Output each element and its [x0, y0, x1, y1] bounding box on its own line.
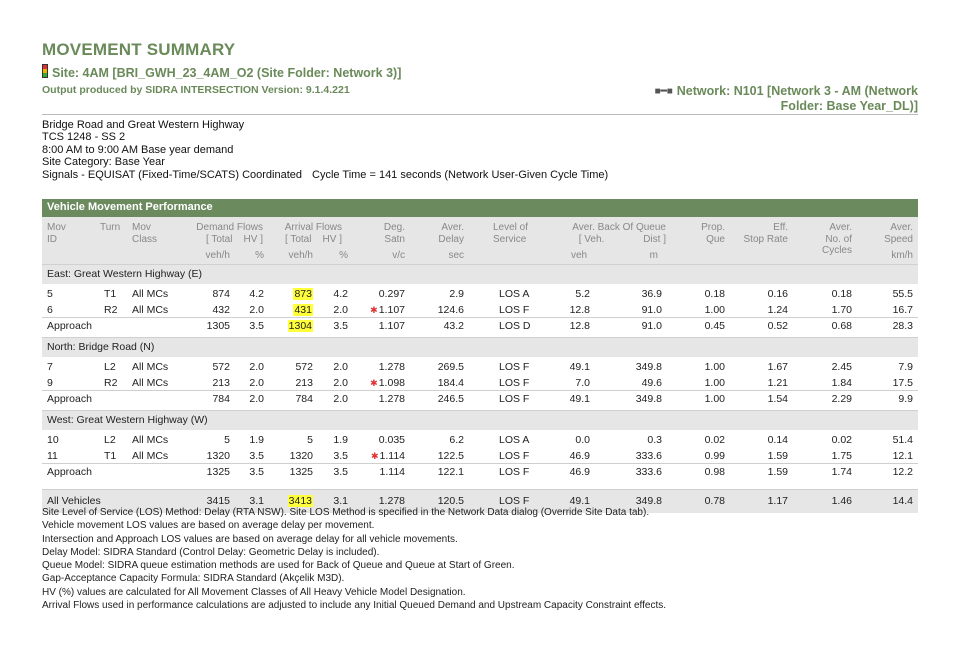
cell-cyc: 1.46 [831, 495, 852, 507]
highlighted-value: 431 [294, 303, 312, 316]
cell-turn: L2 [104, 434, 116, 446]
table-row [42, 448, 918, 464]
traffic-signal-icon [42, 64, 48, 78]
cell-qd: 0.3 [647, 434, 662, 446]
cell-turn: T1 [104, 449, 117, 462]
cell-dhv: 2.0 [249, 361, 264, 373]
approach-row [42, 390, 918, 408]
cell-qv: 46.9 [569, 449, 590, 462]
cell-qv: 5.2 [575, 288, 590, 300]
cell-ahv: 2.0 [333, 393, 348, 405]
cell-dt: 3415 [206, 495, 230, 507]
cell-dhv: 2.0 [249, 376, 264, 389]
cell-cyc: 0.02 [831, 434, 852, 446]
cell-pq: 1.00 [704, 393, 725, 405]
cell-id: 10 [47, 434, 59, 446]
cell-delay: 269.5 [437, 361, 464, 373]
unit-label: veh/h [288, 250, 313, 261]
cell-cyc: 0.68 [831, 320, 852, 332]
los-header: Level of Service [493, 222, 529, 245]
unit-label: v/c [392, 250, 405, 261]
cell-ahv: 3.5 [333, 466, 348, 478]
back-of-queue-header: Aver. Back Of Queue [ Veh. Dist ] [572, 222, 666, 245]
cell-label: Approach [47, 320, 92, 332]
info-line: 8:00 AM to 9:00 AM Base year demand [42, 143, 234, 156]
cell-at [293, 288, 313, 300]
cell-qv: 12.8 [569, 320, 590, 332]
site-heading [42, 64, 401, 80]
cell-dt: 5 [224, 434, 230, 446]
cell-spd: 55.5 [892, 288, 913, 300]
cell-qv: 12.8 [569, 303, 590, 316]
cell-delay: 246.5 [437, 393, 464, 405]
page-title: MOVEMENT SUMMARY [42, 40, 236, 59]
cell-cyc: 1.70 [831, 303, 852, 316]
vehicle-movement-table [42, 199, 918, 513]
cell-pq: 0.18 [704, 288, 725, 300]
cell-cyc: 1.74 [831, 466, 852, 478]
cell-los: LOS F [499, 393, 530, 405]
cell-deg: 1.107 [378, 320, 405, 332]
cell-deg: 1.278 [378, 495, 405, 507]
cell-dhv: 3.5 [249, 320, 264, 332]
cell-esr: 0.16 [767, 288, 788, 300]
cell-los: LOS A [499, 288, 530, 300]
cell-spd: 9.9 [898, 393, 913, 405]
info-line: Site Category: Base Year [42, 156, 165, 169]
aver-delay-header: Aver. Delay [438, 222, 464, 245]
cell-qv: 49.1 [569, 495, 590, 507]
note-line: Intersection and Approach LOS values are based on average delay for all vehicle movements. [42, 533, 458, 545]
unit-label: m [649, 250, 658, 261]
turn-header: Turn [100, 222, 121, 233]
cell-ahv: 4.2 [333, 288, 348, 300]
cell-esr: 1.59 [767, 466, 788, 478]
cell-qv: 49.1 [569, 361, 590, 373]
unit-label: veh/h [205, 250, 230, 261]
cell-spd: 17.5 [892, 376, 913, 389]
cell-esr: 1.24 [767, 303, 788, 316]
network-icon: ■━■ [654, 86, 673, 97]
note-line: HV (%) values are calculated for All Movement Classes of All Heavy Vehicle Model Designation. [42, 586, 466, 598]
cell-spd: 28.3 [892, 320, 913, 332]
cell-cls: All MCs [132, 434, 169, 446]
approach-row [42, 463, 918, 481]
mov-id-header: Mov ID [47, 222, 66, 245]
network-line-2: Folder: Base Year_DL)] [780, 99, 918, 113]
cell-spd: 16.7 [892, 303, 913, 316]
cell-delay: 2.9 [449, 288, 464, 300]
cell-id: 11 [47, 449, 58, 462]
cell-qd: 36.9 [641, 288, 662, 300]
cell-pq: 1.00 [704, 361, 725, 373]
info-line [42, 169, 608, 181]
cell-esr: 0.52 [767, 320, 788, 332]
cell-qv: 0.0 [575, 434, 590, 446]
cell-dt: 1320 [206, 449, 230, 462]
cell-cls: All MCs [132, 449, 169, 462]
cell-qd: 333.6 [635, 466, 662, 478]
cell-los: LOS D [499, 320, 531, 332]
cell-turn: T1 [104, 288, 117, 300]
cell-delay: 43.2 [443, 320, 464, 332]
cell-label: Approach [47, 466, 92, 478]
table-row [42, 375, 918, 391]
cell-qv: 7.0 [575, 376, 590, 389]
cell-spd: 12.2 [892, 466, 913, 478]
cell-turn: R2 [104, 303, 118, 316]
signals-info: Signals - EQUISAT (Fixed-Time/SCATS) Coordinated [42, 168, 303, 181]
cell-pq: 1.00 [704, 303, 725, 316]
cell-id: 6 [47, 303, 53, 316]
cell-qd: 333.6 [635, 449, 662, 462]
cell-id: 5 [47, 288, 53, 300]
approach-section-header: North: Bridge Road (N) [42, 337, 918, 357]
oversaturation-marker: ✱ [370, 450, 379, 461]
cell-delay: 124.6 [437, 303, 464, 316]
cell-dt: 432 [212, 303, 230, 316]
table-title: Vehicle Movement Performance [42, 199, 918, 217]
site-label: Site: 4AM [BRI_GWH_23_4AM_O2 (Site Folder: Network 3)] [52, 66, 402, 80]
cell-cyc: 1.75 [831, 449, 852, 462]
highlighted-value: 3413 [288, 495, 312, 507]
info-line: Bridge Road and Great Western Highway [42, 119, 245, 131]
prop-que-header: Prop. Que [701, 222, 725, 245]
cell-spd: 12.1 [892, 449, 913, 462]
cell-cls: All MCs [132, 288, 169, 300]
note-line: Queue Model: SIDRA queue estimation methods are used for Back of Queue and Queue at Start of Green. [42, 560, 515, 572]
cell-spd: 14.4 [892, 495, 913, 507]
note-line: Gap-Acceptance Capacity Formula: SIDRA Standard (Akçelik M3D). [42, 573, 345, 585]
cell-qd: 349.8 [635, 495, 662, 507]
cell-los: LOS F [499, 466, 530, 478]
cell-esr: 1.67 [767, 361, 788, 373]
aver-speed-header: Aver. Speed [884, 222, 913, 245]
cell-turn: R2 [104, 376, 118, 389]
cycle-time: Cycle Time = 141 seconds (Network User-Given Cycle Time) [312, 168, 609, 181]
cell-deg: ✱1.114 [370, 449, 405, 462]
cell-pq: 0.78 [704, 495, 725, 507]
cell-pq: 0.02 [704, 434, 725, 446]
approach-section-header: West: Great Western Highway (W) [42, 410, 918, 430]
oversaturation-marker: ✱ [370, 304, 378, 315]
cell-dt: 874 [212, 288, 230, 300]
unit-label: % [255, 250, 264, 261]
cell-at [293, 304, 313, 316]
cell-ahv: 2.0 [333, 361, 348, 373]
cell-qv: 46.9 [569, 466, 590, 478]
table-row [42, 359, 918, 375]
info-line: TCS 1248 - SS 2 [42, 131, 126, 144]
cell-dt: 1305 [206, 320, 230, 332]
table-body [42, 264, 918, 513]
cell-delay: 122.1 [437, 466, 464, 478]
cell-id: 9 [47, 376, 53, 389]
cell-qv: 49.1 [569, 393, 590, 405]
cell-pq: 1.00 [704, 376, 725, 389]
note-line: Delay Model: SIDRA Standard (Control Delay: Geometric Delay is included). [42, 546, 380, 558]
cell-ahv: 2.0 [333, 376, 348, 389]
cell-cls: All MCs [132, 361, 169, 373]
cell-dhv: 2.0 [249, 303, 264, 316]
network-line-1: Network: N101 [Network 3 - AM (Network [676, 84, 918, 98]
cell-dt: 784 [212, 393, 230, 405]
note-line: Vehicle movement LOS values are based on average delay per movement. [42, 520, 375, 532]
cell-deg: ✱1.107 [370, 303, 405, 316]
table-row [42, 286, 918, 302]
cell-deg: 1.278 [378, 361, 405, 373]
cell-turn: L2 [104, 361, 116, 373]
cell-pq: 0.98 [704, 466, 725, 478]
cell-deg: 0.297 [378, 288, 405, 300]
cell-delay: 184.4 [437, 376, 464, 389]
deg-satn-header: Deg. Satn [383, 222, 405, 245]
cell-cyc: 2.45 [831, 361, 852, 373]
cell-dhv: 3.5 [249, 449, 264, 462]
cell-at: 1320 [289, 449, 313, 462]
cell-dhv: 1.9 [249, 434, 264, 446]
cell-dhv: 4.2 [249, 288, 264, 300]
cell-deg: 0.035 [378, 434, 405, 446]
cell-at: 1325 [289, 466, 313, 478]
cell-dt: 213 [212, 376, 230, 389]
cell-qd: 49.6 [641, 376, 662, 389]
cell-qd: 349.8 [635, 393, 662, 405]
cell-deg: 1.114 [379, 466, 405, 478]
cell-qd: 91.0 [641, 320, 662, 332]
cell-dhv: 3.1 [249, 495, 264, 507]
cell-cyc: 2.29 [831, 393, 852, 405]
arrival-flows-header: Arrival Flows [ Total HV ] [284, 222, 342, 245]
cell-id: 7 [47, 361, 53, 373]
cell-spd: 7.9 [898, 361, 913, 373]
cell-esr: 1.21 [767, 376, 788, 389]
cell-esr: 0.14 [767, 434, 788, 446]
oversaturation-marker: ✱ [370, 377, 378, 388]
cell-dt: 572 [212, 361, 230, 373]
cell-at: 572 [295, 361, 313, 373]
cell-cyc: 0.18 [831, 288, 852, 300]
cell-esr: 1.17 [767, 495, 788, 507]
cell-dhv: 2.0 [249, 393, 264, 405]
no-of-cycles-header: Aver. No. of Cycles [821, 222, 852, 256]
cell-qd: 91.0 [641, 303, 662, 316]
note-line: Site Level of Service (LOS) Method: Delay (RTA NSW). Site LOS Method is specified in the Network Data dialog (Override Site Data tab). [42, 507, 650, 518]
approach-row [42, 317, 918, 335]
site-info [42, 119, 608, 181]
eff-stop-rate-header: Eff. Stop Rate [743, 222, 788, 245]
cell-ahv: 3.5 [333, 449, 348, 462]
mov-class-header: Mov Class [132, 222, 158, 245]
table-row [42, 432, 918, 448]
cell-cls: All MCs [132, 376, 169, 389]
cell-los: LOS F [499, 303, 530, 316]
cell-spd: 51.4 [892, 434, 913, 446]
cell-at [288, 320, 313, 332]
cell-dhv: 3.5 [249, 466, 264, 478]
cell-qd: 349.8 [635, 361, 662, 373]
cell-deg: 1.278 [378, 393, 405, 405]
cell-ahv: 2.0 [333, 303, 348, 316]
header-divider [42, 114, 918, 115]
cell-cyc: 1.84 [831, 376, 852, 389]
note-line: Arrival Flows used in performance calculations are adjusted to include any Initial Queued Demand and Upstream Capacity Constraint effects. [42, 600, 667, 612]
cell-pq: 0.99 [704, 449, 725, 462]
cell-dt: 1325 [206, 466, 230, 478]
cell-ahv: 3.1 [333, 495, 348, 507]
unit-label: km/h [891, 250, 913, 261]
highlighted-value: 1304 [288, 320, 312, 332]
cell-los: LOS F [499, 376, 530, 389]
cell-ahv: 3.5 [333, 320, 348, 332]
cell-at: 784 [295, 393, 313, 405]
cell-los: LOS A [499, 434, 530, 446]
cell-los: LOS F [499, 495, 530, 507]
cell-label: All Vehicles [47, 495, 101, 507]
cell-at: 5 [307, 434, 313, 446]
table-row [42, 302, 918, 318]
cell-delay: 6.2 [449, 434, 464, 446]
cell-deg: ✱1.098 [370, 376, 405, 389]
notes [42, 506, 666, 612]
unit-label: veh [571, 250, 588, 261]
cell-delay: 120.5 [437, 495, 464, 507]
unit-label: % [339, 250, 348, 261]
cell-at: 213 [295, 376, 313, 389]
cell-ahv: 1.9 [333, 434, 348, 446]
cell-esr: 1.59 [767, 449, 788, 462]
cell-delay: 122.5 [437, 449, 464, 462]
cell-esr: 1.54 [767, 393, 788, 405]
cell-pq: 0.45 [704, 320, 725, 332]
network-heading [618, 84, 918, 114]
cell-los: LOS F [499, 361, 530, 373]
unit-label: sec [448, 250, 464, 261]
column-headers [42, 217, 918, 264]
cell-cls: All MCs [132, 303, 169, 316]
approach-section-header: East: Great Western Highway (E) [42, 264, 918, 284]
highlighted-value: 873 [294, 288, 312, 300]
cell-label: Approach [47, 393, 92, 405]
cell-los: LOS F [499, 449, 530, 462]
demand-flows-header: Demand Flows [ Total HV ] [196, 222, 263, 245]
output-info: Output produced by SIDRA INTERSECTION Version: 9.1.4.221 [42, 84, 350, 96]
